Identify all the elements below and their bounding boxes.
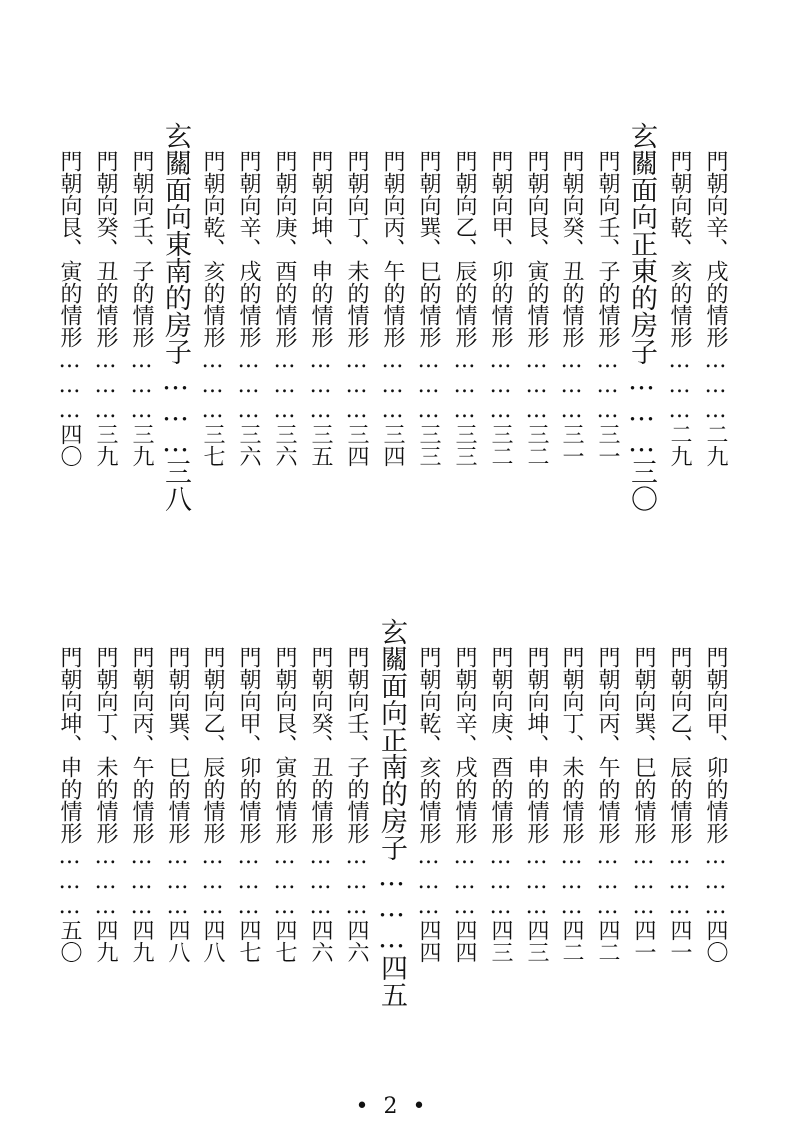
- toc-entry: 門朝向巽、巳的情形………四八: [165, 646, 190, 963]
- toc-section-heading: 玄關面向正東的房子………三〇: [626, 122, 657, 512]
- toc-entry: 門朝向坤、申的情形………三五: [308, 150, 333, 467]
- toc-entry: 門朝向庚、酉的情形………三六: [272, 150, 297, 467]
- toc-entry: 門朝向艮、寅的情形………四〇: [57, 150, 82, 467]
- toc-entry: 門朝向辛、戌的情形………二九: [703, 150, 728, 467]
- toc-entry: 門朝向壬、子的情形………四六: [344, 646, 369, 963]
- toc-entry: 門朝向巽、巳的情形………四一: [631, 646, 656, 963]
- toc-entry: 門朝向乾、亥的情形………四四: [416, 646, 441, 963]
- toc-entry: 門朝向甲、卯的情形………三二: [488, 150, 513, 467]
- toc-entry: 門朝向丙、午的情形………四九: [129, 646, 154, 963]
- toc-entry: 門朝向乙、辰的情形………四一: [667, 646, 692, 963]
- toc-entry: 門朝向艮、寅的情形………三二: [524, 150, 549, 467]
- toc-entry: 門朝向乙、辰的情形………四八: [200, 646, 225, 963]
- toc-entry: 門朝向坤、申的情形………五〇: [57, 646, 82, 963]
- toc-entry: 門朝向巽、巳的情形………三三: [416, 150, 441, 467]
- toc-entry: 門朝向乙、辰的情形………三三: [452, 150, 477, 467]
- toc-entry: 門朝向壬、子的情形………三一: [595, 150, 620, 467]
- page-number: • 2 •: [355, 1094, 430, 1119]
- toc-entry: 門朝向癸、丑的情形………三九: [93, 150, 118, 467]
- toc-entry: 門朝向乾、亥的情形………三七: [200, 150, 225, 467]
- toc-entry: 門朝向癸、丑的情形………三一: [559, 150, 584, 467]
- toc-entry: 門朝向癸、丑的情形………四六: [308, 646, 333, 963]
- toc-entry: 門朝向坤、申的情形………四三: [524, 646, 549, 963]
- toc-entry: 門朝向庚、酉的情形………四三: [488, 646, 513, 963]
- toc-entry: 門朝向乾、亥的情形………二九: [667, 150, 692, 467]
- toc-entry: 門朝向丁、未的情形………四二: [559, 646, 584, 963]
- toc-entry: 門朝向辛、戌的情形………三六: [236, 150, 261, 467]
- toc-entry: 門朝向丙、午的情形………四二: [595, 646, 620, 963]
- toc-entry: 門朝向丁、未的情形………三四: [344, 150, 369, 467]
- toc-section-heading: 玄關面向正南的房子………四五: [376, 618, 407, 1008]
- toc-section-heading: 玄關面向東南的房子………三八: [160, 122, 191, 512]
- toc-entry: 門朝向丙、午的情形………三四: [380, 150, 405, 467]
- toc-entry: 門朝向丁、未的情形………四九: [93, 646, 118, 963]
- toc-entry: 門朝向辛、戌的情形………四四: [452, 646, 477, 963]
- toc-entry: 門朝向甲、卯的情形………四七: [236, 646, 261, 963]
- toc-entry: 門朝向壬、子的情形………三九: [129, 150, 154, 467]
- toc-entry: 門朝向艮、寅的情形………四七: [272, 646, 297, 963]
- toc-entry: 門朝向甲、卯的情形………四〇: [703, 646, 728, 963]
